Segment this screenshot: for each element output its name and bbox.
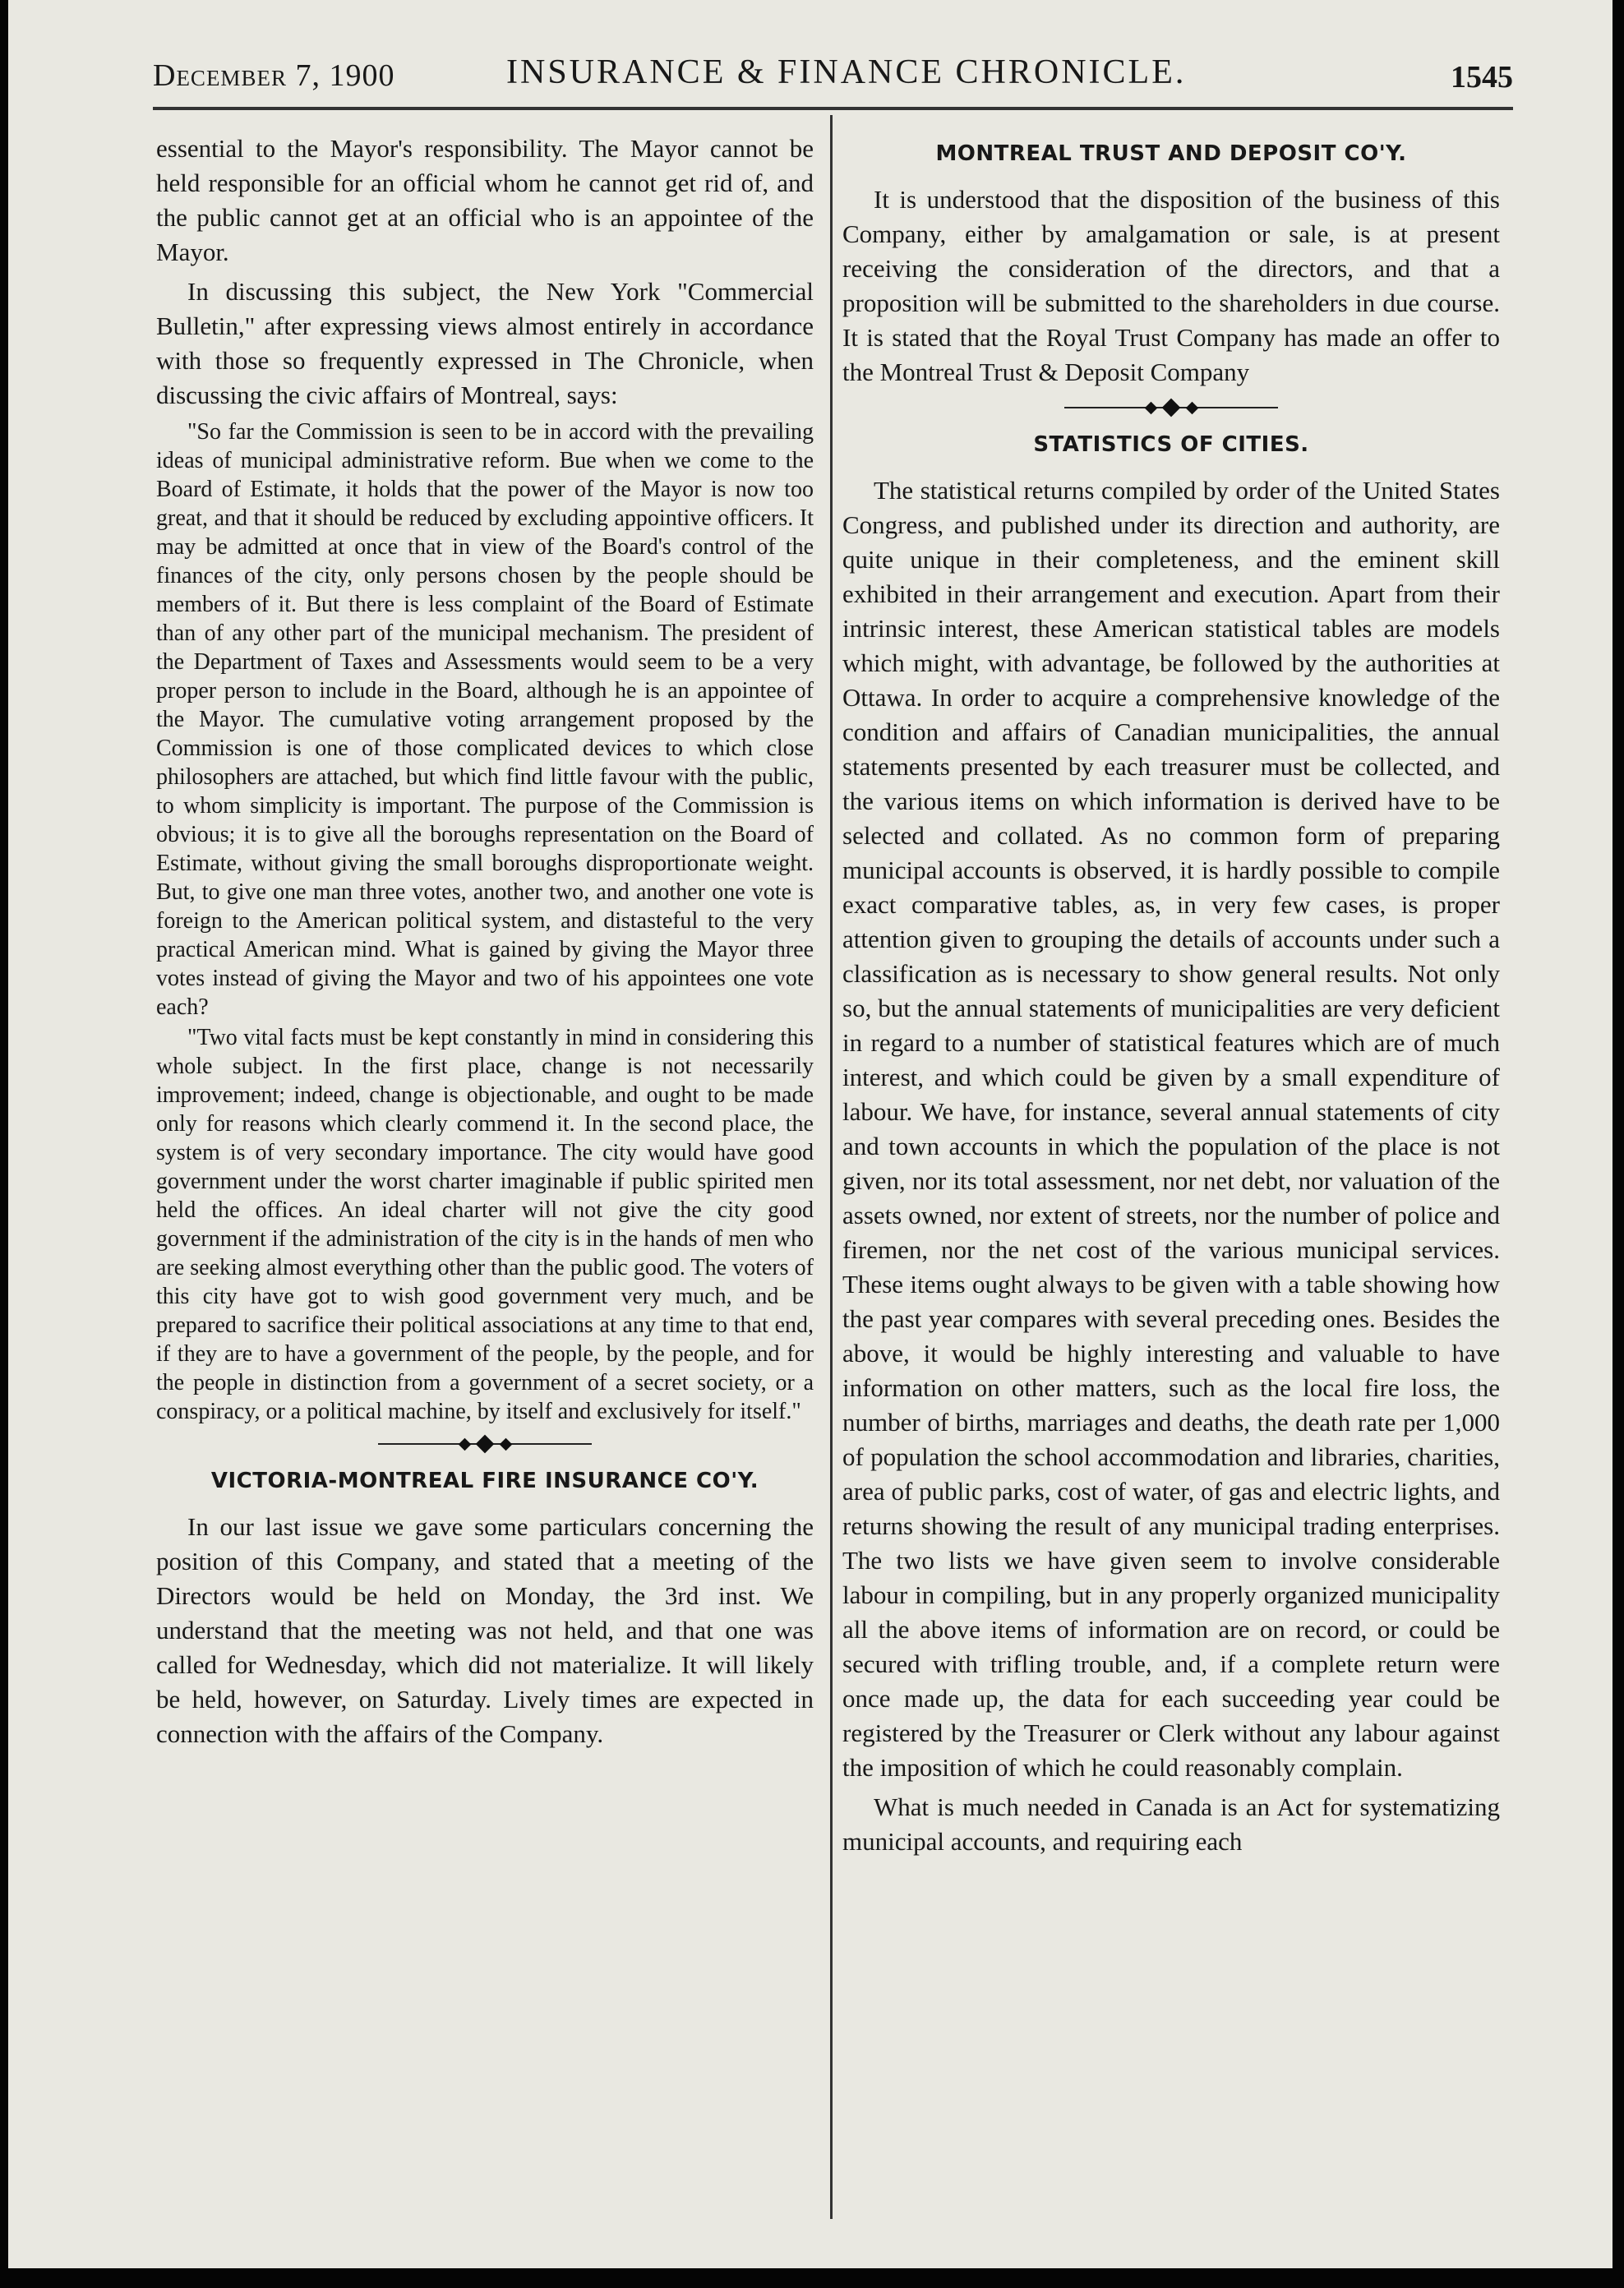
section-heading-statistics: STATISTICS OF CITIES. (1033, 432, 1309, 457)
left-paragraph-1: essential to the Mayor's responsibility. The Mayor cannot be held responsible for an official whom he cannot get rid of, and the public cannot get at an official who is an appointee of the Mayor. (156, 134, 814, 266)
page-number: 1545 (1451, 60, 1513, 95)
newspaper-page (8, 0, 1612, 2268)
statistics-paragraph-2: What is much needed in Canada is an Act for systematizing municipal accounts, and requiring each (842, 1792, 1500, 1856)
left-quote-1: "So far the Commission is seen to be in accord with the prevailing ideas of municipal administrative reform. Bue when we come to the Board of Estimate, it holds that the power of the Mayor is now too great, and that it should be reduced by excluding appointive officers. It may be admitted at once that in view of the Board's control of the finances of the city, only persons chosen by the people should be members of it. But there is less complaint of the Board of Estimate than of any other part of the municipal mechanism. The president of the Department of Taxes and Assessments would seem to be a very proper person to include in the Board, although he is an appointee of the Mayor. The cumulative voting arrangement proposed by the Commission is one of those complicated devices to which close philosophers are attached, but which find little favour with the public, to whom simplicity is important. The purpose of the Commission is obvious; it is to give all the boroughs representation on the Board of Estimate, without giving the small boroughs disproportionate weight. But, to give one man three votes, another two, and another one vote is foreign to the American political system, and distasteful to the very practical American mind. What is gained by giving the Mayor three votes instead of giving the Mayor and two of his appointees one vote each? (156, 419, 814, 1020)
left-column (156, 131, 814, 1756)
left-paragraph-2: In discussing this subject, the New York "Commercial Bulletin," after expressing views almost entirely in accordance with those so frequently expressed in The Chronicle, when discussing the civic affairs of Montreal, says: (156, 277, 814, 409)
header-rule (153, 107, 1513, 110)
statistics-paragraph-1: The statistical returns compiled by order of the United States Congress, and published under its direction and authority, are quite unique in their completeness, and the eminent skill exhibited in their arrangement and execution. Apart from their intrinsic interest, these American statistical tables are models which might, with advantage, be followed by the authorities at Ottawa. In order to acquire a comprehensive knowledge of the condition and affairs of Canadian municipalities, the annual statements presented by each treasurer must be collected, and the various items on which information is derived have to be selected and collated. As no common form of preparing municipal accounts is observed, it is hardly possible to compile exact comparative tables, as, in very few cases, is proper attention given to grouping the details of accounts under such a classification as is necessary to show general results. Not only so, but the annual statements of municipalities are very deficient in regard to a number of statistical features which are of much interest, and which could be given by a small expenditure of labour. We have, for instance, several annual statements of city and town accounts in which the population of the place is not given, nor its total assessment, nor net debt, nor valuation of the assets owned, nor extent of streets, nor the number of police and firemen, nor the net cost of the various municipal services. These items ought always to be given with a table showing how the past year compares with several preceding ones. Besides the above, it would be highly interesting and valuable to have information on other matters, such as the local fire loss, the number of births, marriages and deaths, the death rate per 1,000 of population the school accommodation and libraries, charities, area of public parks, cost of water, of gas and electric lights, and returns showing the result of any municipal trading enterprises. The two lists we have given seem to involve considerable labour in compiling, but in any properly organized municipality all the above items of information are on record, or could be secured with trifling trouble, and, if a complete return were once made up, the data for each succeeding year could be registered by the Treasurer or Clerk without any labour against the imposition of which he could reasonably complain. (842, 476, 1500, 1782)
section-heading-victoria-montreal: VICTORIA-MONTREAL FIRE INSURANCE CO'Y. (210, 1469, 759, 1493)
left-quote-2: "Two vital facts must be kept constantly in mind in considering this whole subject. In the first place, change is not necessarily improvement; indeed, change is objectionable, and ought to be made only for reasons which clearly commend it. In the second place, the system is of very secondary importance. The city would have good government under the worst charter imaginable if public spirited men held the offices. An ideal charter will not give the city good government if the administration of the city is in the hands of men who are seeking almost everything other than the public good. The voters of this city have got to wish good government very much, and be prepared to sacrifice their political associations at any time to that end, if they are to have a government of the people, by the people, and for the people in distinction from a government of a secret society, or a conspiracy, or a political machine, by itself and exclusively for itself." (156, 1025, 814, 1424)
montreal-trust-paragraph: It is understood that the disposition of the business of this Company, either by amalgamation or sale, is at present receiving the consideration of the directors, and that a proposition will be submitted to the shareholders in due course. It is stated that the Royal Trust Company has made an offer to the Montreal Trust & Deposit Company (842, 185, 1500, 386)
diamond-ornament-icon (842, 398, 1500, 417)
column-divider (830, 115, 833, 2219)
header-title: INSURANCE & FINANCE CHRONICLE. (506, 53, 1187, 91)
victoria-montreal-paragraph: In our last issue we gave some particulars concerning the position of this Company, and stated that a meeting of the Directors would be held on Monday, the 3rd inst. We understand that the meeting was not held, and that one was called for Wednesday, which did not materialize. It will likely be held, however, on Saturday. Lively times are expected in connection with the affairs of the Company. (156, 1512, 814, 1748)
header-date: December 7, 1900 (153, 58, 395, 93)
section-heading-montreal-trust: MONTREAL TRUST AND DEPOSIT CO'Y. (935, 141, 1407, 166)
right-column (842, 131, 1500, 1864)
diamond-ornament-icon (156, 1434, 814, 1454)
page-header (153, 48, 1513, 105)
